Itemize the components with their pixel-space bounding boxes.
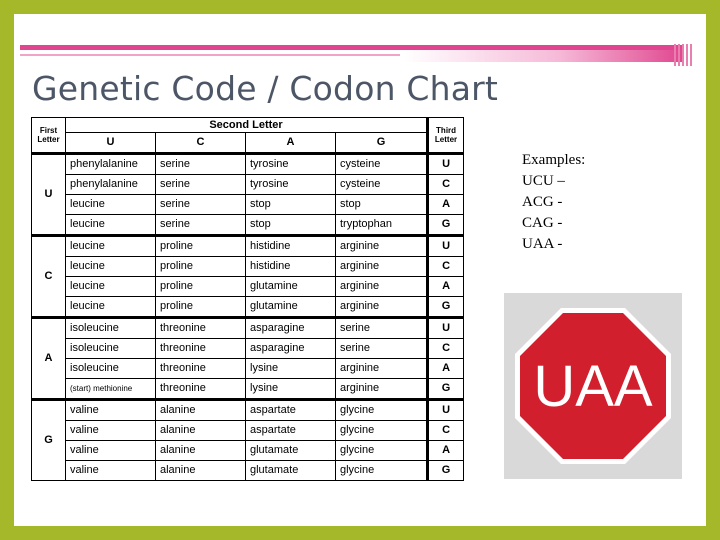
amino-acid-cell: histidine xyxy=(246,257,336,277)
third-letter-cell: C xyxy=(428,421,464,441)
third-letter-cell: U xyxy=(428,236,464,257)
amino-acid-cell: valine xyxy=(66,400,156,421)
amino-acid-cell: threonine xyxy=(156,339,246,359)
amino-acid-cell: stop xyxy=(336,195,428,215)
amino-acid-cell: cysteine xyxy=(336,154,428,175)
column-letter: U xyxy=(66,133,156,154)
amino-acid-cell: asparagine xyxy=(246,339,336,359)
amino-acid-cell: phenylalanine xyxy=(66,154,156,175)
amino-acid-cell: glutamate xyxy=(246,441,336,461)
amino-acid-cell: valine xyxy=(66,461,156,481)
examples-heading: Examples: xyxy=(522,152,586,168)
third-letter-cell: C xyxy=(428,175,464,195)
table-row xyxy=(32,257,464,277)
amino-acid-cell: glycine xyxy=(336,421,428,441)
table-row xyxy=(32,277,464,297)
amino-acid-cell: leucine xyxy=(66,195,156,215)
amino-acid-cell: proline xyxy=(156,277,246,297)
amino-acid-cell: glycine xyxy=(336,441,428,461)
amino-acid-cell: tyrosine xyxy=(246,154,336,175)
amino-acid-cell: leucine xyxy=(66,297,156,318)
amino-acid-cell: proline xyxy=(156,297,246,318)
third-letter-cell: G xyxy=(428,461,464,481)
amino-acid-cell: alanine xyxy=(156,461,246,481)
first-letter-header-line1: First xyxy=(39,126,58,135)
second-letter-header: Second Letter xyxy=(66,118,428,133)
first-letter-cell: G xyxy=(32,400,66,481)
third-letter-cell: U xyxy=(428,400,464,421)
amino-acid-cell: serine xyxy=(336,318,428,339)
amino-acid-cell: glycine xyxy=(336,400,428,421)
amino-acid-cell: valine xyxy=(66,421,156,441)
amino-acid-cell: alanine xyxy=(156,441,246,461)
table-row xyxy=(32,461,464,481)
amino-acid-cell: serine xyxy=(156,154,246,175)
third-letter-header-line1: Third xyxy=(436,126,457,135)
codon-table xyxy=(31,117,464,481)
table-row xyxy=(32,379,464,400)
first-letter-cell: U xyxy=(32,154,66,236)
amino-acid-cell: glycine xyxy=(336,461,428,481)
amino-acid-cell: asparagine xyxy=(246,318,336,339)
third-letter-cell: A xyxy=(428,441,464,461)
amino-acid-cell: histidine xyxy=(246,236,336,257)
table-row xyxy=(32,400,464,421)
amino-acid-cell: isoleucine xyxy=(66,339,156,359)
amino-acid-cell: arginine xyxy=(336,257,428,277)
table-row xyxy=(32,318,464,339)
amino-acid-cell: serine xyxy=(336,339,428,359)
amino-acid-cell: leucine xyxy=(66,236,156,257)
amino-acid-cell: glutamate xyxy=(246,461,336,481)
first-letter-header xyxy=(32,118,66,154)
amino-acid-cell: phenylalanine xyxy=(66,175,156,195)
stop-sign-image xyxy=(504,293,682,479)
amino-acid-cell: arginine xyxy=(336,359,428,379)
amino-acid-cell: alanine xyxy=(156,421,246,441)
decorative-light-pink-line xyxy=(20,54,400,56)
table-row xyxy=(32,195,464,215)
stop-sign-text: UAA xyxy=(533,354,653,419)
third-letter-cell: A xyxy=(428,359,464,379)
amino-acid-cell: serine xyxy=(156,195,246,215)
column-letter: A xyxy=(246,133,336,154)
table-row xyxy=(32,339,464,359)
stop-sign-icon xyxy=(504,293,682,479)
column-letter: C xyxy=(156,133,246,154)
amino-acid-cell: isoleucine xyxy=(66,359,156,379)
amino-acid-cell: (start) methionine xyxy=(66,379,156,400)
amino-acid-cell: leucine xyxy=(66,257,156,277)
decorative-tick-marks xyxy=(674,44,694,66)
example-item: ACG - xyxy=(522,194,563,210)
third-letter-cell: G xyxy=(428,379,464,400)
table-row xyxy=(32,359,464,379)
third-letter-cell: C xyxy=(428,257,464,277)
example-item: UCU – xyxy=(522,173,565,189)
amino-acid-cell: serine xyxy=(156,215,246,236)
amino-acid-cell: valine xyxy=(66,441,156,461)
amino-acid-cell: cysteine xyxy=(336,175,428,195)
table-row xyxy=(32,154,464,175)
third-letter-cell: U xyxy=(428,154,464,175)
table-row xyxy=(32,441,464,461)
third-letter-cell: C xyxy=(428,339,464,359)
amino-acid-cell: lysine xyxy=(246,379,336,400)
column-letter: G xyxy=(336,133,428,154)
amino-acid-cell: leucine xyxy=(66,215,156,236)
amino-acid-cell: leucine xyxy=(66,277,156,297)
amino-acid-cell: lysine xyxy=(246,359,336,379)
example-item: CAG - xyxy=(522,215,563,231)
amino-acid-cell: stop xyxy=(246,195,336,215)
amino-acid-cell: arginine xyxy=(336,379,428,400)
amino-acid-cell: arginine xyxy=(336,297,428,318)
amino-acid-cell: serine xyxy=(156,175,246,195)
amino-acid-cell: proline xyxy=(156,257,246,277)
slide xyxy=(14,14,706,526)
amino-acid-cell: arginine xyxy=(336,277,428,297)
third-letter-header xyxy=(428,118,464,154)
amino-acid-cell: aspartate xyxy=(246,400,336,421)
table-row xyxy=(32,421,464,441)
third-letter-cell: A xyxy=(428,277,464,297)
first-letter-cell: C xyxy=(32,236,66,318)
example-item: UAA - xyxy=(522,236,563,252)
amino-acid-cell: tyrosine xyxy=(246,175,336,195)
amino-acid-cell: stop xyxy=(246,215,336,236)
amino-acid-cell: threonine xyxy=(156,318,246,339)
table-row xyxy=(32,175,464,195)
amino-acid-cell: threonine xyxy=(156,379,246,400)
page-title: Genetic Code / Codon Chart xyxy=(32,69,499,108)
third-letter-cell: U xyxy=(428,318,464,339)
table-row xyxy=(32,236,464,257)
amino-acid-cell: isoleucine xyxy=(66,318,156,339)
amino-acid-cell: aspartate xyxy=(246,421,336,441)
table-row xyxy=(32,215,464,236)
amino-acid-cell: glutamine xyxy=(246,277,336,297)
first-letter-header-line2: Letter xyxy=(37,135,60,144)
first-letter-cell: A xyxy=(32,318,66,400)
amino-acid-cell: tryptophan xyxy=(336,215,428,236)
third-letter-cell: G xyxy=(428,215,464,236)
table-row xyxy=(32,297,464,318)
third-letter-header-line2: Letter xyxy=(434,135,458,144)
examples-list xyxy=(522,150,585,255)
third-letter-cell: G xyxy=(428,297,464,318)
decorative-pink-gradient-bar xyxy=(404,50,684,62)
amino-acid-cell: alanine xyxy=(156,400,246,421)
third-letter-cell: A xyxy=(428,195,464,215)
amino-acid-cell: arginine xyxy=(336,236,428,257)
amino-acid-cell: proline xyxy=(156,236,246,257)
amino-acid-cell: threonine xyxy=(156,359,246,379)
amino-acid-cell: glutamine xyxy=(246,297,336,318)
